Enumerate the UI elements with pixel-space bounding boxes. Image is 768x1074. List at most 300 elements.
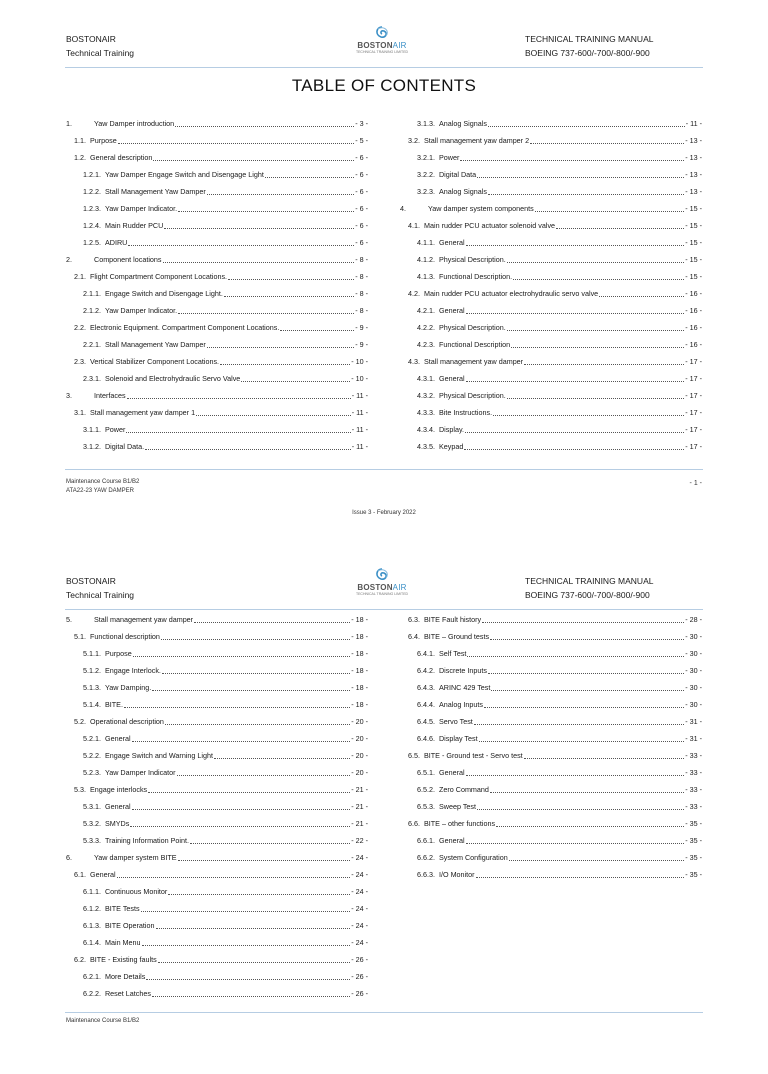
toc-entry-number: 1.2.4. (83, 221, 101, 230)
toc-entry-number: 5.1. (74, 632, 86, 641)
toc-entry-label: Zero Command (438, 785, 489, 794)
toc-entry[interactable] (408, 219, 702, 231)
dot-leader (117, 877, 351, 878)
toc-entry[interactable] (83, 202, 368, 214)
toc-entry[interactable] (417, 270, 702, 282)
toc-entry-label: Bite Instructions. (438, 408, 493, 417)
footer-left (66, 478, 139, 496)
toc-entry-number: 4.3.5. (417, 442, 435, 451)
toc-entry-label: BITE Operation (104, 921, 155, 930)
toc-entry-label: Servo Test (438, 717, 473, 726)
toc-entry-label: Yaw Damper introduction (94, 119, 175, 128)
dot-leader (164, 228, 354, 229)
dot-leader (241, 381, 350, 382)
toc-entry[interactable] (74, 151, 368, 163)
toc-entry-number: 4.3. (408, 357, 420, 366)
toc-entry-page: - 11 - (351, 391, 368, 400)
toc-entry-page: - 18 - (351, 632, 368, 641)
toc-entry[interactable] (74, 630, 368, 642)
toc-entry[interactable] (417, 664, 702, 676)
toc-entry-number: 6.4.5. (417, 717, 435, 726)
aircraft-model: BOEING 737-600/-700/-800/-900 (525, 590, 650, 600)
header-divider (65, 609, 703, 610)
toc-entry-number: 2.1.1. (83, 289, 101, 298)
toc-entry-number: 4.1.1. (417, 238, 435, 247)
toc-entry-number: 6.5.2. (417, 785, 435, 794)
toc-entry-page: - 20 - (351, 751, 368, 760)
toc-entry-page: - 17 - (685, 374, 702, 383)
toc-entry-page: - 16 - (685, 289, 702, 298)
toc-entry[interactable] (417, 800, 702, 812)
toc-entry-page: - 6 - (355, 204, 368, 213)
toc-entry[interactable] (83, 800, 368, 812)
toc-entry[interactable] (417, 304, 702, 316)
toc-entry[interactable] (83, 219, 368, 231)
dot-leader (124, 707, 350, 708)
toc-entry[interactable] (408, 630, 702, 642)
toc-entry-page: - 15 - (685, 204, 702, 213)
toc-entry[interactable] (417, 372, 702, 384)
dot-leader (148, 792, 350, 793)
toc-entry-label: Yaw damper system components (428, 204, 534, 213)
toc-entry-label: Digital Data. (104, 442, 145, 451)
toc-entry[interactable] (417, 715, 702, 727)
toc-entry-label: I/O Monitor (438, 870, 475, 879)
toc-entry-number: 3.2. (408, 136, 420, 145)
toc-entry-label: BITE - Ground test - Servo test (424, 751, 523, 760)
dot-leader (513, 279, 684, 280)
toc-entry-number: 3.2.3. (417, 187, 435, 196)
toc-entry-number: 6.6.3. (417, 870, 435, 879)
toc-entry-page: - 3 - (355, 119, 368, 128)
dot-leader (127, 398, 351, 399)
bostonair-logo (347, 567, 417, 607)
toc-entry[interactable] (83, 647, 368, 659)
toc-entry[interactable] (417, 647, 702, 659)
toc-entry-label: General (104, 734, 131, 743)
toc-entry-label: Main rudder PCU actuator solenoid valve (424, 221, 556, 230)
toc-entry-label: Yaw Damper Indicator. (104, 306, 178, 315)
toc-entry-number: 2.1.2. (83, 306, 101, 315)
toc-entry-label: Digital Data (438, 170, 477, 179)
toc-entry[interactable] (83, 423, 368, 435)
toc-entry-number: 5.2.1. (83, 734, 101, 743)
toc-entry-number: 3.1.1. (83, 425, 101, 434)
toc-entry-label: Stall management yaw damper 2 (424, 136, 530, 145)
toc-entry[interactable] (417, 766, 702, 778)
toc-entry-number: 2.2. (74, 323, 86, 332)
toc-entry[interactable] (74, 406, 368, 418)
toc-entry-number: 4.2.3. (417, 340, 435, 349)
toc-entry-page: - 20 - (351, 734, 368, 743)
toc-entry[interactable] (74, 355, 368, 367)
toc-entry[interactable] (408, 749, 702, 761)
toc-entry[interactable] (417, 151, 702, 163)
toc-entry[interactable] (74, 134, 368, 146)
toc-entry[interactable] (408, 355, 702, 367)
toc-entry-page: - 18 - (351, 700, 368, 709)
toc-entry-page: - 24 - (351, 853, 368, 862)
page-2 (0, 562, 768, 1074)
toc-entry-label: Stall Management Yaw Damper (104, 340, 206, 349)
toc-entry-number: 6.4.1. (417, 649, 435, 658)
logo-wordmark: BOSTONAIR (357, 583, 407, 592)
toc-entry-label: Engage interlocks (90, 785, 148, 794)
toc-entry-page: - 28 - (685, 615, 702, 624)
toc-entry-page: - 6 - (355, 238, 368, 247)
dot-leader (152, 690, 350, 691)
dot-leader (511, 347, 684, 348)
toc-entry-page: - 16 - (685, 323, 702, 332)
toc-entry-label: Flight Compartment Component Locations. (90, 272, 228, 281)
toc-entry-label: General (104, 802, 131, 811)
dot-leader (163, 262, 355, 263)
toc-entry-page: - 21 - (351, 802, 368, 811)
toc-entry[interactable] (417, 423, 702, 435)
toc-entry-label: Vertical Stabilizer Component Locations. (90, 357, 220, 366)
toc-entry-page: - 8 - (355, 255, 368, 264)
toc-entry-label: Yaw Damper Indicator (104, 768, 176, 777)
dot-leader (490, 792, 684, 793)
toc-entry-label: Power (104, 425, 126, 434)
toc-entry-page: - 10 - (351, 357, 368, 366)
chapter-name: ATA22-23 YAW DAMPER (66, 488, 135, 494)
toc-entry-label: Self Test (438, 649, 467, 658)
toc-entry[interactable] (83, 834, 368, 846)
dot-leader (145, 449, 351, 450)
logo-subtitle: TECHNICAL TRAINING LIMITED (355, 50, 409, 54)
dot-leader (466, 245, 685, 246)
toc-entry-number: 4.3.1. (417, 374, 435, 383)
toc-entry[interactable] (417, 338, 702, 350)
toc-entry-label: Functional description (90, 632, 160, 641)
toc-entry-label: BITE Tests (104, 904, 140, 913)
toc-entry[interactable] (83, 766, 368, 778)
toc-entry-page: - 33 - (685, 785, 702, 794)
toc-entry-page: - 24 - (351, 870, 368, 879)
dot-leader (130, 826, 350, 827)
dot-leader (509, 860, 685, 861)
dot-leader (165, 724, 350, 725)
toc-entry[interactable] (417, 117, 702, 129)
toc-entry[interactable] (417, 321, 702, 333)
toc-entry-number: 6.1. (74, 870, 86, 879)
toc-entry-label: General (438, 836, 465, 845)
toc-entry[interactable] (83, 664, 368, 676)
toc-entry[interactable] (83, 698, 368, 710)
toc-entry-number: 4.1.3. (417, 272, 435, 281)
toc-entry-number: 3. (66, 391, 72, 400)
toc-entry[interactable] (408, 817, 702, 829)
dot-leader (132, 741, 351, 742)
toc-entry-page: - 26 - (351, 955, 368, 964)
company-name: BOSTONAIR (66, 576, 116, 586)
toc-entry-label: Yaw damper system BITE (94, 853, 177, 862)
toc-entry[interactable] (83, 681, 368, 693)
toc-entry[interactable] (83, 185, 368, 197)
toc-entry-number: 4.3.3. (417, 408, 435, 417)
toc-entry-page: - 6 - (355, 170, 368, 179)
issue-date: Issue 3 - February 2022 (352, 510, 416, 516)
toc-entry[interactable] (417, 834, 702, 846)
toc-entry-page: - 26 - (351, 972, 368, 981)
toc-entry-label: Analog Signals (438, 119, 487, 128)
toc-entry-page: - 9 - (355, 340, 368, 349)
page-1 (0, 0, 768, 516)
toc-entry-label: Main Menu (104, 938, 141, 947)
toc-entry-number: 2. (66, 255, 72, 264)
toc-entry-label: Stall Management Yaw Damper (104, 187, 206, 196)
dot-leader (190, 843, 350, 844)
toc-entry[interactable] (408, 287, 702, 299)
dot-leader (214, 758, 350, 759)
toc-entry[interactable] (417, 681, 702, 693)
toc-entry-label: Keypad (438, 442, 464, 451)
toc-entry-label: Power (438, 153, 460, 162)
dot-leader (224, 296, 354, 297)
toc-entry-page: - 22 - (351, 836, 368, 845)
toc-entry[interactable] (74, 783, 368, 795)
toc-entry[interactable] (74, 868, 368, 880)
toc-entry[interactable] (408, 613, 702, 625)
dot-leader (178, 860, 351, 861)
toc-entry-page: - 30 - (685, 666, 702, 675)
toc-entry[interactable] (400, 202, 702, 214)
toc-entry-page: - 30 - (685, 649, 702, 658)
toc-entry-number: 6.4.2. (417, 666, 435, 675)
header-right (525, 574, 653, 602)
toc-entry-page: - 20 - (351, 717, 368, 726)
dot-leader (488, 194, 684, 195)
toc-entry-number: 5.2.3. (83, 768, 101, 777)
toc-entry-page: - 6 - (355, 153, 368, 162)
toc-entry-page: - 13 - (685, 153, 702, 162)
toc-entry[interactable] (417, 185, 702, 197)
toc-entry-number: 6.2.2. (83, 989, 101, 998)
toc-entry-page: - 13 - (685, 170, 702, 179)
dot-leader (128, 245, 354, 246)
toc-entry[interactable] (83, 732, 368, 744)
toc-entry-page: - 24 - (351, 904, 368, 913)
toc-entry[interactable] (417, 868, 702, 880)
toc-entry-label: General (90, 870, 116, 879)
toc-entry-number: 1.2.5. (83, 238, 101, 247)
dot-leader (477, 809, 684, 810)
toc-entry[interactable] (66, 389, 368, 401)
toc-entry-label: Yaw Damper Indicator. (104, 204, 178, 213)
toc-entry[interactable] (417, 236, 702, 248)
dot-leader (479, 741, 685, 742)
toc-entry-number: 6.1.1. (83, 887, 101, 896)
toc-entry[interactable] (417, 698, 702, 710)
toc-entry[interactable] (83, 372, 368, 384)
toc-entry[interactable] (83, 885, 368, 897)
toc-entry-number: 4.1. (408, 221, 420, 230)
toc-entry-number: 6.4. (408, 632, 420, 641)
toc-entry-label: Physical Description. (438, 391, 506, 400)
dot-leader (280, 330, 354, 331)
dot-leader (530, 143, 684, 144)
toc-entry-label: General (438, 306, 465, 315)
toc-entry-label: Physical Description. (438, 255, 506, 264)
toc-entry-number: 6.5. (408, 751, 420, 760)
dot-leader (507, 262, 685, 263)
toc-entry-page: - 15 - (685, 221, 702, 230)
toc-entry-number: 3.2.2. (417, 170, 435, 179)
toc-entry-page: - 33 - (685, 802, 702, 811)
page-title: TABLE OF CONTENTS (291, 76, 477, 95)
dot-leader (132, 809, 351, 810)
toc-entry-page: - 11 - (351, 442, 368, 451)
toc-entry-page: - 15 - (685, 272, 702, 281)
dot-leader (524, 364, 684, 365)
swirl-logo-icon (372, 567, 392, 583)
toc-entry[interactable] (74, 715, 368, 727)
toc-entry[interactable] (417, 406, 702, 418)
dot-leader (207, 194, 354, 195)
toc-entry[interactable] (74, 321, 368, 333)
toc-entry-label: Purpose (90, 136, 117, 145)
toc-entry[interactable] (417, 168, 702, 180)
toc-entry[interactable] (83, 902, 368, 914)
dot-leader (118, 143, 354, 144)
toc-entry-label: Component locations (94, 255, 162, 264)
logo-subtitle: TECHNICAL TRAINING LIMITED (355, 592, 409, 596)
toc-entry-label: Physical Description. (438, 323, 506, 332)
dot-leader (158, 962, 351, 963)
page-number: - 1 - (689, 480, 702, 487)
toc-entry[interactable] (74, 270, 368, 282)
course-name: Maintenance Course B1/B2 (66, 1018, 140, 1024)
toc-entry-label: Discrete Inputs (438, 666, 487, 675)
toc-entry-label: BITE Fault history (424, 615, 482, 624)
toc-entry[interactable] (83, 749, 368, 761)
toc-entry-page: - 18 - (351, 683, 368, 692)
dot-leader (177, 775, 351, 776)
swirl-logo-icon (372, 25, 392, 41)
toc-entry-number: 5.3.3. (83, 836, 101, 845)
toc-entry-label: BITE – other functions (424, 819, 496, 828)
dot-leader (156, 928, 351, 929)
header-left (66, 574, 134, 602)
toc-entry-page: - 8 - (355, 272, 368, 281)
toc-entry-page: - 11 - (351, 425, 368, 434)
toc-entry-page: - 5 - (355, 136, 368, 145)
toc-entry[interactable] (66, 117, 368, 129)
toc-entry-page: - 35 - (685, 836, 702, 845)
toc-entry-page: - 33 - (685, 768, 702, 777)
toc-entry-number: 3.1. (74, 408, 86, 417)
toc-entry-number: 2.3.1. (83, 374, 101, 383)
toc-entry-number: 2.3. (74, 357, 86, 366)
toc-entry-number: 4. (400, 204, 406, 213)
toc-entry-label: Main Rudder PCU (104, 221, 164, 230)
toc-entry-number: 5.3.1. (83, 802, 101, 811)
toc-entry-number: 5.2. (74, 717, 86, 726)
dot-leader (466, 313, 685, 314)
toc-entry-page: - 35 - (685, 853, 702, 862)
dot-leader (161, 639, 350, 640)
toc-entry-number: 6.5.1. (417, 768, 435, 777)
toc-entry[interactable] (83, 936, 368, 948)
toc-entry[interactable] (83, 304, 368, 316)
toc-entry-page: - 17 - (685, 408, 702, 417)
dot-leader (491, 690, 684, 691)
toc-entry[interactable] (83, 970, 368, 982)
toc-entry-number: 6.6.2. (417, 853, 435, 862)
toc-entry[interactable] (408, 134, 702, 146)
toc-entry-page: - 17 - (685, 391, 702, 400)
manual-title: TECHNICAL TRAINING MANUAL (525, 34, 654, 44)
toc-entry[interactable] (66, 613, 368, 625)
dot-leader (599, 296, 684, 297)
toc-entry[interactable] (83, 919, 368, 931)
dot-leader (220, 364, 350, 365)
toc-entry-number: 6.1.2. (83, 904, 101, 913)
toc-entry[interactable] (83, 338, 368, 350)
toc-entry[interactable] (417, 783, 702, 795)
toc-entry[interactable] (417, 732, 702, 744)
toc-entry-label: Training Information Point. (104, 836, 190, 845)
toc-entry-page: - 21 - (351, 819, 368, 828)
toc-entry[interactable] (417, 253, 702, 265)
dot-leader (133, 656, 350, 657)
logo-wordmark: BOSTONAIR (357, 41, 407, 50)
toc-entry[interactable] (83, 287, 368, 299)
toc-entry[interactable] (83, 817, 368, 829)
toc-entry[interactable] (417, 389, 702, 401)
toc-entry-label: SMYDs (104, 819, 130, 828)
manual-title: TECHNICAL TRAINING MANUAL (525, 576, 654, 586)
dot-leader (228, 279, 354, 280)
toc-entry-page: - 11 - (685, 119, 702, 128)
toc-entry[interactable] (417, 440, 702, 452)
toc-entry-label: Engage Switch and Warning Light (104, 751, 213, 760)
dot-leader (162, 673, 350, 674)
toc-entry-page: - 18 - (351, 615, 368, 624)
toc-entry-label: ADIRU (104, 238, 128, 247)
toc-entry[interactable] (83, 440, 368, 452)
toc-entry-number: 6.6.1. (417, 836, 435, 845)
toc-entry[interactable] (83, 168, 368, 180)
toc-entry[interactable] (66, 253, 368, 265)
toc-entry-page: - 26 - (351, 989, 368, 998)
toc-entry-label: Display Test (438, 734, 478, 743)
dot-leader (466, 381, 685, 382)
toc-entry-label: Functional Description. (438, 272, 513, 281)
toc-entry-page: - 24 - (351, 921, 368, 930)
toc-entry-page: - 24 - (351, 887, 368, 896)
toc-entry-number: 6.4.4. (417, 700, 435, 709)
toc-entry-label: BITE - Existing faults (90, 955, 157, 964)
toc-entry-label: Stall management yaw damper (94, 615, 194, 624)
toc-entry[interactable] (83, 236, 368, 248)
toc-entry[interactable] (83, 987, 368, 999)
toc-entry-page: - 35 - (685, 819, 702, 828)
dot-leader (466, 843, 685, 844)
toc-entry[interactable] (74, 953, 368, 965)
toc-entry-number: 6.5.3. (417, 802, 435, 811)
toc-entry-page: - 30 - (685, 683, 702, 692)
dot-leader (493, 415, 684, 416)
dot-leader (168, 894, 350, 895)
toc-entry-page: - 18 - (351, 649, 368, 658)
toc-entry-label: Yaw Damping. (104, 683, 152, 692)
toc-entry-label: Engage Switch and Disengage Light. (104, 289, 223, 298)
toc-entry[interactable] (417, 851, 702, 863)
toc-entry[interactable] (66, 851, 368, 863)
dot-leader (490, 639, 684, 640)
